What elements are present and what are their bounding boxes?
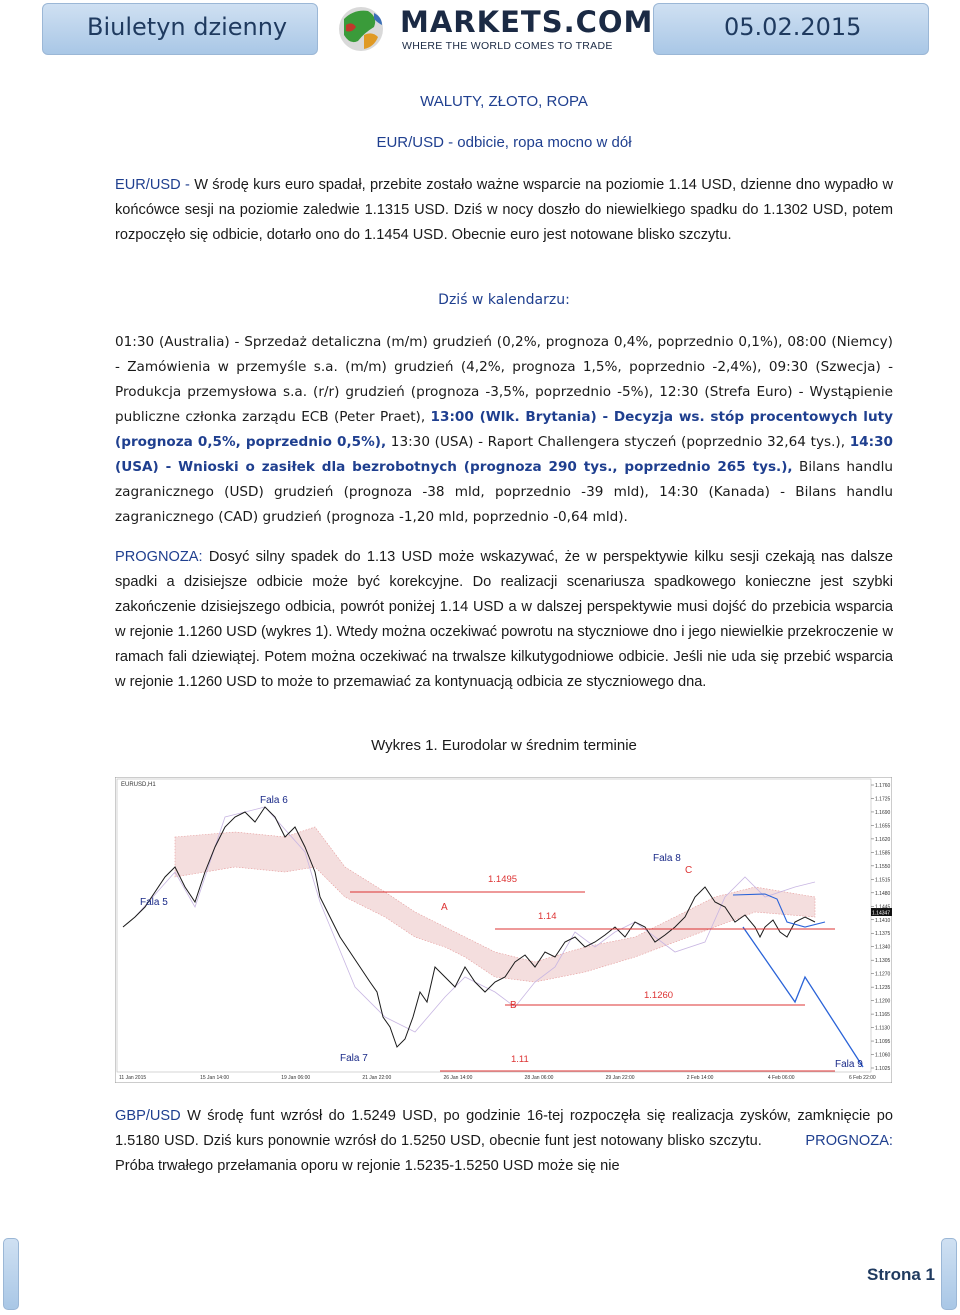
x-tick-label: 15 Jan 14:00 [200,1075,230,1081]
prognoza-paragraph [115,545,893,695]
x-tick-label: 26 Jan 14:00 [443,1075,473,1081]
calendar-part5: Bilans handlu zagranicznego (USD) grudzień (prognoza -38 mld, poprzednio -39 mld), 14:30 (Kanada) - Bilans handlu zagranicznego (CAD) grudzień (prognoza -1,20 mld, poprzednio -0,64 mld). [115,459,893,525]
gbpusd-lead: GBP/USD [115,1108,181,1124]
gbpusd-prognoza-text: Próba trwałego przełamania oporu w rejonie 1.5235-1.5250 USD może się nie [115,1158,620,1174]
eurusd-chart [115,777,892,1083]
calendar-part1: 01:30 (Australia) - Sprzedaż detaliczna (m/m) grudzień (0,2%, prognoza 0,4%, poprzednio 0,1%), 08:00 (Niemcy) - Zamówienia w przemyśle s.a. (m/m) grudzień (4,2%, prognoza 1,5%, poprzednio -2,4%), 09:30 (Szwecja) - Produkcja przemysłowa s.a. (r/r) grudzień (prognoza -3,5%, poprzednio -5%), 12:30 (Strefa Euro) - Wystąpienie publiczne członka zarządu ECB (Peter Praet), [115,334,893,425]
plot-area [117,779,871,1072]
level-111-label: 1.11 [511,1054,529,1065]
y-tick-label: 1.1515 [875,877,891,884]
prognoza-text: Dosyć silny spadek do 1.13 USD może wskazywać, że w perspektywie kilku sesji czekają nas dalsze spadki a dzisiejsze odbicie może być korekcyjne. Do realizacji scenariusza spadkowego konieczne jest szybki zakończenie dzisiejszego odbicia, powrót poniżej 1.14 USD a w dalszej perspektywie musi dojść do przebicia wsparcia w rejonie 1.1260 USD (wykres 1). Wtedy można oczekiwać powrotu na styczniowe dno i jego niewielkie przekroczenie w ramach fali dziewiątej. Potem można oczekiwać na trwalsze kilkutygodniowe odbicie. Jeśli nie uda się przebić wsparcia w rejonie 1.1260 USD to może to przemawiać za kontynuacją odbicia ze styczniowego dna. [115,549,893,690]
prognoza-label: PROGNOZA: [115,549,203,565]
eurusd-text: W środę kurs euro spadał, przebite zostało ważne wsparcie na poziomie 1.14 USD, dzienne dno wypadło w końcówce sesji na poziomie zaledwie 1.1315 USD. Dziś w nocy doszło do niewielkiego spadku do 1.1302 USD, potem rozpoczęło się odbicie, dotarło ono do 1.1454 USD. Obecnie euro jest notowane blisko szczytu. [115,177,894,243]
point-a-label: A [441,902,448,913]
y-tick-label: 1.1305 [875,958,891,965]
price-tag: 1.14347 [872,910,891,917]
fala9-label: Fala 9 [835,1059,863,1070]
y-tick-label: 1.1620 [875,836,891,843]
bulletin-date: 05.02.2015 [724,13,862,41]
gbpusd-prognoza-label: PROGNOZA: [805,1133,893,1149]
x-tick-label: 19 Jan 06:00 [281,1075,311,1081]
chart-caption: Wykres 1. Eurodolar w średnim terminie [371,737,637,754]
logo-text: MARKETS.COM [400,5,654,39]
y-tick-label: 1.1655 [875,823,891,830]
calendar-part3: 13:30 (USA) - Raport Challengera styczeń (poprzednio 32,64 tys.), [386,434,850,450]
bulletin-title: Biuletyn dzienny [87,13,288,41]
y-tick-label: 1.1375 [875,931,891,938]
level-11495-label: 1.1495 [488,874,518,885]
y-tick-label: 1.1445 [875,904,891,911]
y-tick-label: 1.1130 [875,1025,890,1032]
x-tick-label: 21 Jan 22:00 [362,1075,392,1081]
gbpusd-text: W środę funt wzrósł do 1.5249 USD, po godzinie 16-tej rozpoczęła się realizacja zysków, zamknięcie po 1.5180 USD. Dziś kurs ponownie wzrósł do 1.5250 USD, obecnie funt jest notowany blisko szczytu. [115,1108,893,1149]
calendar-part2: 13:00 (Wlk. Brytania) - Decyzja ws. stóp procentowych luty (prognoza 0,5%, poprzednio 0,5%), [115,409,893,450]
y-tick-label: 1.1235 [875,985,891,992]
point-b-label: B [510,1000,517,1011]
y-tick-label: 1.1025 [875,1066,891,1072]
y-tick-label: 1.1060 [875,1052,891,1059]
right-side-bar [941,1238,957,1310]
header-date-box [653,3,929,55]
calendar-paragraph [115,330,893,530]
markets-logo [334,5,654,53]
chart-symbol: EURUSD,H1 [121,782,156,788]
y-tick-label: 1.1340 [875,944,891,951]
y-tick-label: 1.1690 [875,809,891,816]
page-number: Strona 1 [867,1265,936,1284]
x-tick-label: 28 Jan 06:00 [524,1075,554,1081]
calendar-heading: Dziś w kalendarzu: [438,292,570,308]
x-tick-label: 4 Feb 06:00 [767,1075,795,1081]
fala6-label: Fala 6 [260,795,288,806]
y-tick-label: 1.1585 [875,850,891,857]
level-114-label: 1.14 [538,911,557,922]
y-tick-label: 1.1760 [875,783,891,789]
y-tick-label: 1.1480 [875,890,891,897]
article-subtitle: EUR/USD - odbicie, ropa mocno w dół [376,134,632,151]
fala8-label: Fala 8 [653,853,681,864]
fala5-label: Fala 5 [140,897,168,908]
fala7-label: Fala 7 [340,1053,368,1064]
calendar-part4: 14:30 (USA) - Wnioski o zasiłek dla bezrobotnych (prognoza 290 tys., poprzednio 265 tys.), [115,434,893,475]
x-tick-label: 29 Jan 22:00 [605,1075,635,1081]
level-11260-label: 1.1260 [644,990,674,1001]
y-tick-label: 1.1410 [875,917,891,924]
y-tick-label: 1.1095 [875,1039,891,1046]
gbpusd-paragraph [115,1104,893,1179]
header-title-box [42,3,318,55]
y-tick-label: 1.1165 [875,1012,890,1019]
y-tick-label: 1.1270 [875,971,891,978]
point-c-label: C [685,865,693,876]
logo-tagline: WHERE THE WORLD COMES TO TRADE [402,40,613,52]
x-tick-label: 6 Feb 22:00 [849,1075,876,1081]
globe-icon [334,5,392,53]
eurusd-lead: EUR/USD - [115,177,190,193]
x-tick-label: 2 Feb 14:00 [686,1075,714,1081]
y-tick-label: 1.1725 [875,796,891,803]
section-title: WALUTY, ZŁOTO, ROPA [420,93,588,110]
y-tick-label: 1.1550 [875,863,891,870]
left-side-bar [3,1238,19,1310]
x-tick-label: 11 Jan 2015 [119,1075,147,1081]
eurusd-paragraph [115,173,893,248]
y-tick-label: 1.1200 [875,998,891,1005]
